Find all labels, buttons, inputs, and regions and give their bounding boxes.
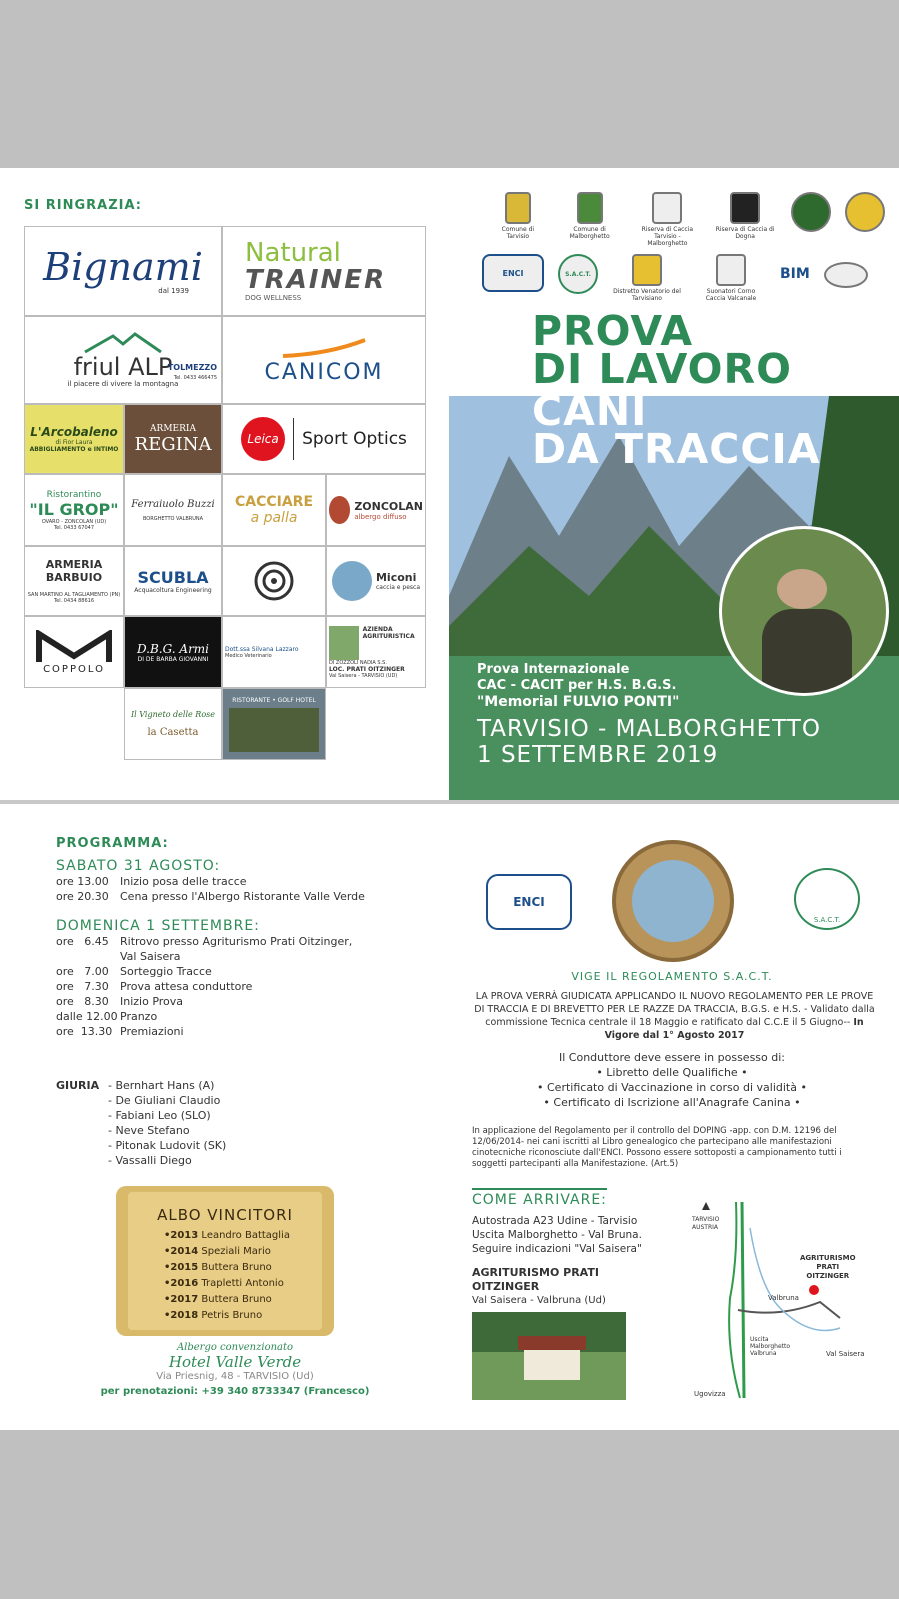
requirements-block: [472, 1050, 872, 1110]
enci-icon: ENCI: [482, 254, 544, 292]
schedule-time: ore 13.00: [56, 875, 109, 888]
schedule-row: [56, 874, 365, 889]
target-icon: [254, 561, 294, 601]
thanks-title: SI RINGRAZIA:: [24, 198, 142, 213]
schedule-row: [56, 979, 352, 994]
sponsor-la-casetta: [124, 688, 222, 760]
azienda-sub: DI ZOZZOLI NADIA S.S.: [329, 659, 387, 666]
zoncolan-logo-icon: [329, 496, 350, 524]
regolamento-text: LA PROVA VERRÀ GIUDICATA APPLICANDO IL NUOVO REGOLAMENTO PER LE PROVE DI TRACCIA E DI BREVETTO PER LE RAZZE DA TRACCIA, B.G.S. e H.S. - Validato dalla commissione Tecnica centrale il 18 Maggio e ratificato dal C.C.E il 5 Giugno--: [474, 991, 875, 1028]
sponsor-leica: [222, 404, 426, 474]
giuria-member: - De Giuliani Claudio: [108, 1094, 221, 1107]
albo-year: •2017: [164, 1294, 199, 1305]
medal-center: [632, 860, 714, 942]
ferraiuolo-logo: Ferraiuolo Buzzi: [131, 498, 215, 510]
armeria-regina-2: REGINA: [134, 433, 212, 455]
dbg-sub: DI DE BARBA GIOVANNI: [137, 655, 209, 663]
mountain-logo-icon: [83, 332, 163, 354]
come-arrivare-title: COME ARRIVARE:: [472, 1188, 607, 1208]
sponsor-coppolo: [24, 616, 124, 688]
road-line: [729, 1202, 740, 1398]
requirement-item: • Libretto delle Qualifiche •: [596, 1066, 748, 1079]
arcobaleno-logo: L'Arcobaleno: [30, 425, 118, 439]
round-badge-icon: [845, 192, 885, 232]
schedule-row: [56, 994, 352, 1009]
hero-date: 1 SETTEMBRE 2019: [477, 742, 719, 768]
malborghetto-crest-icon: [577, 192, 603, 224]
schedule-row: [56, 964, 352, 979]
map-uscita-2: Malborghetto: [750, 1343, 791, 1350]
albo-list: [164, 1228, 290, 1324]
riserva-crest-icon: [652, 192, 682, 224]
schedule-desc: Sorteggio Tracce: [120, 965, 212, 978]
logo-suonatori-corno: [696, 254, 766, 302]
sponsor-ferraiuolo: [124, 474, 222, 546]
leica-logo-icon: Leica: [241, 417, 285, 461]
partner-logos-row-2: [482, 254, 882, 302]
map-agri-3: OITZINGER: [806, 1272, 850, 1280]
logo-caption: Distretto Venatorio del Tarvisiano: [613, 288, 681, 302]
giuria-member: - Vassalli Diego: [108, 1154, 192, 1167]
sponsor-azienda-agrituristica: [326, 616, 426, 688]
sponsor-armeria-barbuio: [24, 546, 124, 616]
directions-block: [472, 1214, 642, 1256]
map-valbruna: Valbruna: [768, 1294, 799, 1302]
schedule-time: [56, 949, 120, 964]
schedule-desc: Pranzo: [120, 1010, 158, 1023]
regolamento-title: VIGE IL REGOLAMENTO S.A.C.T.: [571, 970, 773, 983]
a-palla-logo: a palla: [250, 510, 298, 526]
schedule-row: [56, 934, 352, 949]
sponsor-golf-hotel: [222, 688, 326, 760]
portrait-face: [777, 569, 827, 609]
prati-loc: LOC. PRATI OITZINGER: [329, 665, 405, 673]
albo-entry: [164, 1228, 290, 1244]
direction-line: Autostrada A23 Udine - Tarvisio: [472, 1215, 638, 1227]
portrait-body: [762, 609, 852, 696]
il-grop-line: OVARO - ZONCOLAN (UD): [41, 518, 107, 525]
armeria-barbuio-logo: ARMERIA BARBUIO: [45, 558, 103, 584]
schedule-desc: Premiazioni: [120, 1025, 184, 1038]
logo-green-round: [791, 192, 831, 232]
dog-wellness-label: DOG WELLNESS: [245, 294, 302, 302]
giuria-block: [56, 1078, 226, 1168]
albo-vincitori-scroll: [116, 1186, 334, 1336]
schedule-time: ore 20.30: [56, 890, 109, 903]
title-line-3: CANI: [532, 387, 648, 435]
albo-year: •2014: [164, 1246, 199, 1257]
schedule-row: [56, 1024, 352, 1039]
il-grop-logo: "IL GROP": [29, 499, 119, 519]
schedule-time: ore 7.30: [56, 980, 109, 993]
program-section: [0, 804, 899, 1430]
friul-alp-logo: friul ALP: [73, 353, 173, 381]
direction-line: Uscita Malborghetto - Val Bruna.: [472, 1229, 642, 1241]
miconi-label: Miconi: [375, 571, 417, 584]
lazzaro-name: Dott.ssa Silvana Lazzaro: [225, 645, 299, 653]
albo-winner: Buttera Bruno: [201, 1294, 272, 1305]
schedule-desc: Ritrovo presso Agriturismo Prati Oitzinger,: [120, 935, 353, 948]
destination-marker-icon: [809, 1285, 819, 1295]
giuria-member: - Neve Stefano: [108, 1124, 190, 1137]
logo-caption: Riserva di Caccia Tarvisio - Malborghetto: [641, 226, 694, 247]
logo-bim: [780, 254, 810, 282]
programma-title: PROGRAMMA:: [56, 836, 169, 851]
arcobaleno-line: ABBIGLIAMENTO e INTIMO: [29, 446, 119, 453]
zoncolan-label: ZONCOLAN: [354, 499, 423, 513]
agriturismo-block: [472, 1266, 606, 1308]
coppolo-m-icon: [35, 630, 113, 664]
coppolo-logo: COPPOLO: [43, 663, 105, 675]
title-line-4: DA TRACCIA: [532, 425, 821, 473]
brochure-page: [0, 168, 899, 1430]
map-uscita-3: Valbruna: [750, 1350, 777, 1357]
schedule-time: ore 13.30: [56, 1025, 113, 1038]
hero-subtitle-2: CAC - CACIT per H.S. B.G.S.: [477, 678, 677, 693]
giuria-member: - Bernhart Hans (A): [108, 1079, 215, 1092]
trainer-logo: TRAINER: [245, 265, 387, 295]
title-line-1: PROVA: [532, 307, 694, 355]
hero-subtitle-1: Prova Internazionale: [477, 662, 630, 677]
canicom-logo: CANICOM: [264, 359, 384, 385]
ferraiuolo-line: BORGHETTO VALBRUNA: [142, 515, 204, 522]
schedule-desc: Inizio posa delle tracce: [120, 875, 247, 888]
schedule-time: ore 8.30: [56, 995, 109, 1008]
sponsor-bignami: [24, 226, 222, 316]
logo-riserva-dogna: [713, 192, 777, 240]
albo-title: ALBO VINCITORI: [157, 1206, 293, 1224]
sponsor-cacciare-a-palla: [222, 474, 326, 546]
hotel-address: Via Priesnig, 48 - TARVISIO (Ud): [156, 1371, 314, 1382]
schedule-row: [56, 889, 365, 904]
miconi-logo-icon: [332, 561, 372, 601]
hero-subtitle-3: "Memorial FULVIO PONTI": [477, 694, 680, 710]
albo-year: •2018: [164, 1310, 199, 1321]
partner-logos-row-1: [492, 192, 899, 247]
photo-roof: [518, 1336, 586, 1350]
albo-entry: [164, 1292, 290, 1308]
map-val-saisera: Val Saisera: [826, 1350, 865, 1358]
agriturismo-location: Val Saisera - Valbruna (Ud): [472, 1295, 606, 1306]
albo-year: •2013: [164, 1230, 199, 1241]
medal-image: [612, 840, 734, 962]
zoncolan-sub: albergo diffuso: [354, 512, 407, 521]
map-label-agriturismo: [800, 1254, 856, 1281]
north-arrow-icon: [702, 1202, 710, 1210]
map-agri-2: PRATI: [816, 1263, 840, 1271]
schedule-row: [56, 1009, 352, 1024]
sponsor-il-grop: [24, 474, 124, 546]
armeria-regina-1: ARMERIA: [150, 423, 196, 434]
handler-portrait: [719, 526, 889, 696]
sponsor-arcobaleno: [24, 404, 124, 474]
scubla-sub: Acquacoltura Engineering: [134, 587, 212, 594]
canicom-swoosh-icon: [279, 336, 369, 360]
title-line-2: DI LAVORO: [532, 345, 792, 393]
sponsor-natural-trainer: [222, 226, 426, 316]
arcobaleno-sub: di Fior Laura: [55, 439, 93, 446]
giuria-member: - Pitonak Ludovit (SK): [108, 1139, 227, 1152]
logo-comune-malborghetto: [558, 192, 622, 240]
albo-entry: [164, 1276, 290, 1292]
sponsor-zoncolan: [326, 474, 426, 546]
hotel-prenotazioni: per prenotazioni: +39 340 8733347 (Francesco): [100, 1386, 370, 1397]
lazzaro-sub: Medico Veterinario: [225, 652, 272, 659]
golf-hotel-photo: [229, 708, 319, 752]
day1-title: SABATO 31 AGOSTO:: [56, 858, 221, 874]
enci-badge: ENCI: [486, 874, 572, 930]
day2-title: DOMENICA 1 SETTEMBRE:: [56, 918, 260, 934]
logo-sact: [558, 254, 598, 294]
bignami-since: dal 1939: [158, 287, 189, 295]
sponsor-dbg-armi: [124, 616, 222, 688]
motorway-line: [742, 1202, 744, 1398]
map-label-uscita: [750, 1336, 790, 1357]
agriturismo-line: AGRITURISMO PRATI: [472, 1266, 599, 1279]
direction-line: Seguire indicazioni "Val Saisera": [472, 1243, 642, 1255]
il-grop-phone: Tel. 0433 67047: [53, 524, 95, 531]
sport-optics-label: Sport Optics: [302, 429, 407, 449]
albo-winner: Buttera Bruno: [201, 1262, 272, 1273]
schedule-desc: Cena presso l'Albergo Ristorante Valle Verde: [120, 890, 365, 903]
albo-winner: Trapletti Antonio: [201, 1278, 284, 1289]
requirement-item: • Certificato di Iscrizione all'Anagrafe Canina •: [543, 1096, 801, 1109]
schedule-time: ore 6.45: [56, 935, 109, 948]
giuria-label: GIURIA: [56, 1079, 100, 1092]
corno-crest-icon: [716, 254, 746, 286]
albo-year: •2015: [164, 1262, 199, 1273]
dogs-oval-icon: [824, 262, 868, 288]
giuria-member: - Fabiani Leo (SLO): [108, 1109, 211, 1122]
logo-caption: Comune di Tarvisio: [501, 226, 535, 240]
barbuio-line: SAN MARTINO AL TAGLIAMENTO (PN): [27, 592, 121, 598]
cover-section: [0, 168, 899, 800]
albo-winner: Petris Bruno: [201, 1310, 263, 1321]
la-casetta-logo: la Casetta: [147, 727, 199, 738]
albo-entry: [164, 1308, 290, 1324]
sponsor-miconi: [326, 546, 426, 616]
dbg-logo: D.B.G. Armi: [136, 641, 210, 656]
hero-place: TARVISIO - MALBORGHETTO: [477, 716, 821, 742]
agriturismo-photo: [472, 1312, 626, 1400]
schedule-row: [56, 949, 352, 964]
tolmezzo-phone: Tel. 0433 466475: [173, 375, 217, 381]
vigneto-logo: Il Vigneto delle Rose: [131, 710, 215, 719]
tolmezzo-label: TOLMEZZO: [167, 363, 217, 372]
miconi-sub: caccia e pesca: [375, 584, 421, 591]
schedule-desc: Val Saisera: [120, 950, 181, 963]
regolamento-in-vigore: In Vigore dal 1° Agosto 2017: [604, 1017, 864, 1041]
bim-logo: BIM: [780, 266, 810, 282]
schedule-time: dalle 12.00: [56, 1010, 118, 1023]
logo-enci: [482, 254, 544, 292]
scubla-logo: SCUBLA: [137, 568, 209, 587]
azienda-photo: [329, 626, 359, 660]
logo-distretto-venatorio: [612, 254, 682, 302]
doping-paragraph: In applicazione del Regolamento per il controllo del DOPING -app. con D.M. 12196 del 12/06/2014- nei cani iscritti al Libro genealogico che partecipano alle manifestazioni cinotecniche riconosciute dall'ENCI. Possono essere sottoposti a campionamento tutti i soggetti partecipanti alla Manifestazione. (Art.5): [472, 1126, 842, 1169]
photo-house: [524, 1346, 580, 1380]
day1-schedule: [56, 874, 365, 904]
eagle-crest-icon: [730, 192, 760, 224]
sponsor-target: [222, 546, 326, 616]
bignami-logo: Bignami: [43, 245, 203, 289]
natural-logo: Natural: [245, 238, 341, 268]
map-agri-1: AGRITURISMO: [800, 1254, 856, 1262]
sponsor-canicom: [222, 316, 426, 404]
logo-comune-tarvisio: [492, 192, 544, 240]
regolamento-paragraph: [472, 990, 877, 1042]
conduttore-label: Il Conduttore deve essere in possesso di:: [559, 1051, 785, 1064]
map-uscita-1: Uscita: [750, 1336, 769, 1343]
sact-badge: S.A.C.T.: [794, 868, 860, 930]
prati-sub: Val Saisera - TARVISIO (UD): [329, 672, 398, 679]
schedule-desc: Inizio Prova: [120, 995, 184, 1008]
hotel-block: [90, 1342, 380, 1397]
azienda-label: AZIENDA AGRITURISTICA: [362, 625, 415, 640]
leica-divider: [293, 418, 294, 460]
barbuio-phone: Tel. 0434 88616: [53, 598, 95, 604]
sponsor-lazzaro: [222, 616, 326, 688]
albo-year: •2016: [164, 1278, 199, 1289]
logo-riserva-tarvisio: [635, 192, 699, 247]
sponsor-friul-alp: [24, 316, 222, 404]
day2-schedule: [56, 934, 352, 1039]
map-austria: AUSTRIA: [692, 1224, 719, 1231]
hotel-name: Hotel Valle Verde: [168, 1353, 302, 1371]
cacciare-logo: CACCIARE: [234, 494, 314, 510]
albo-entry: [164, 1244, 290, 1260]
schedule-time: ore 7.00: [56, 965, 109, 978]
logo-dogs-oval: [824, 254, 868, 288]
map-ugovizza: Ugovizza: [694, 1390, 726, 1398]
logo-caption: Suonatori Corno Caccia Valcanale: [705, 288, 757, 302]
friul-alp-tagline: il piacere di vivere la montagna: [67, 380, 179, 388]
logo-caption: Comune di Malborghetto: [569, 226, 610, 240]
tarvisio-crest-icon: [505, 192, 531, 224]
agriturismo-line: OITZINGER: [472, 1280, 540, 1293]
logo-yellow-round: [845, 192, 885, 232]
logo-caption: Riserva di Caccia di Dogna: [715, 226, 775, 240]
distretto-crest-icon: [632, 254, 662, 286]
round-badge-icon: [791, 192, 831, 232]
hotel-conv: Albergo convenzionato: [176, 1342, 294, 1353]
map-label-tarvisio: [692, 1216, 719, 1232]
schedule-desc: Prova attesa conduttore: [120, 980, 253, 993]
sact-icon: S.A.C.T.: [558, 254, 598, 294]
ristorante-golf-label: RISTORANTE • GOLF HOTEL: [232, 696, 316, 704]
albo-winner: Leandro Battaglia: [201, 1230, 290, 1241]
requirement-item: • Certificato di Vaccinazione in corso di validità •: [537, 1081, 807, 1094]
albo-winner: Speziali Mario: [201, 1246, 271, 1257]
sponsor-armeria-regina: [124, 404, 222, 474]
ristorantino-label: Ristorantino: [46, 489, 102, 500]
sponsor-scubla: [124, 546, 222, 616]
albo-entry: [164, 1260, 290, 1276]
map-tarvisio: TARVISIO: [692, 1216, 720, 1223]
